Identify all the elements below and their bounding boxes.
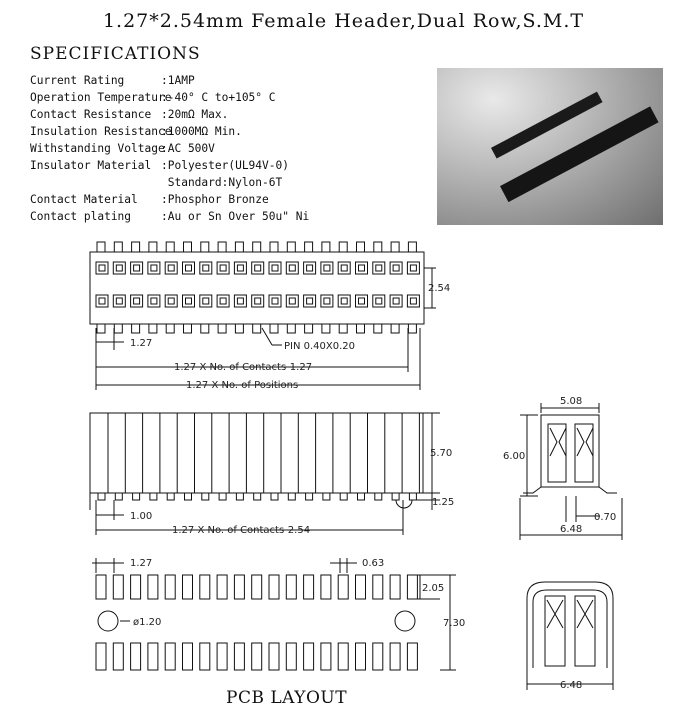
bottom-pin bbox=[201, 324, 209, 333]
pcb-pad bbox=[131, 575, 141, 599]
side-contacts-formula-label: 1.27 X No. of Contacts-2.54 bbox=[172, 525, 311, 536]
contact-square-inner bbox=[359, 298, 365, 304]
pcb-pad bbox=[234, 575, 244, 599]
pcb-pad bbox=[338, 575, 348, 599]
contact-square-inner bbox=[134, 298, 140, 304]
bottom-pin bbox=[391, 324, 399, 333]
pcb-pads-top-row bbox=[96, 575, 417, 599]
pcb-pad bbox=[269, 575, 279, 599]
pcb-pad bbox=[356, 643, 366, 670]
bottom-pin bbox=[166, 324, 174, 333]
pcb-hole-left bbox=[98, 611, 118, 631]
contact-square-inner bbox=[341, 265, 347, 271]
end-view-2-body bbox=[527, 582, 613, 668]
top-pin bbox=[305, 242, 313, 252]
contact-square-inner bbox=[255, 265, 261, 271]
bottom-pin bbox=[97, 324, 105, 333]
contact-square-inner bbox=[134, 265, 140, 271]
contact-square bbox=[165, 262, 177, 274]
pcb-pad bbox=[96, 575, 106, 599]
bottom-pin bbox=[357, 324, 365, 333]
top-pin bbox=[97, 242, 105, 252]
contact-square bbox=[304, 262, 316, 274]
pcb-pad-length-label: 2.05 bbox=[422, 583, 445, 594]
end-pin-label: 0.70 bbox=[594, 512, 617, 523]
contact-square-inner bbox=[359, 265, 365, 271]
pcb-pad bbox=[200, 643, 210, 670]
spec-row: Contact Resistance :20mΩ Max. bbox=[30, 108, 229, 121]
bottom-pin bbox=[287, 324, 295, 333]
side-tail bbox=[254, 493, 261, 500]
top-pin bbox=[357, 242, 365, 252]
top-height-label: 2.54 bbox=[428, 283, 451, 294]
contact-square-inner bbox=[376, 265, 382, 271]
pcb-pad bbox=[234, 643, 244, 670]
contact-square bbox=[356, 295, 368, 307]
bottom-pin bbox=[132, 324, 140, 333]
pcb-pad bbox=[373, 643, 383, 670]
top-pitch-label: 1.27 bbox=[130, 338, 153, 349]
contact-square bbox=[234, 295, 246, 307]
contact-square-inner bbox=[289, 265, 295, 271]
end-2-width-label: 6.48 bbox=[560, 680, 583, 691]
page-title: 1.27*2.54mm Female Header,Dual Row,S.M.T bbox=[102, 10, 585, 32]
pcb-hole-right bbox=[395, 611, 415, 631]
contact-square-inner bbox=[186, 265, 192, 271]
contact-square-inner bbox=[220, 298, 226, 304]
contact-square-inner bbox=[410, 265, 416, 271]
contact-square bbox=[234, 262, 246, 274]
positions-formula-label: 1.27 X No. of Positions bbox=[186, 380, 299, 391]
pcb-pad bbox=[217, 643, 227, 670]
pcb-pad bbox=[217, 575, 227, 599]
bottom-pin bbox=[305, 324, 313, 333]
pcb-pad bbox=[390, 575, 400, 599]
side-tail bbox=[306, 493, 313, 500]
contact-square bbox=[269, 295, 281, 307]
side-pitch-label: 1.00 bbox=[130, 511, 153, 522]
side-tail bbox=[98, 493, 105, 500]
side-tail bbox=[358, 493, 365, 500]
pcb-pad bbox=[113, 575, 123, 599]
contact-square-inner bbox=[168, 298, 174, 304]
top-pin bbox=[114, 242, 122, 252]
pcb-pad bbox=[165, 575, 175, 599]
contact-square-inner bbox=[393, 265, 399, 271]
side-tail bbox=[236, 493, 243, 500]
top-pin bbox=[166, 242, 174, 252]
contact-square bbox=[321, 295, 333, 307]
pcb-pad bbox=[356, 575, 366, 599]
contact-square bbox=[148, 295, 160, 307]
end-width-label: 6.48 bbox=[560, 524, 583, 535]
contact-square-inner bbox=[168, 265, 174, 271]
pcb-pad bbox=[321, 643, 331, 670]
side-tail bbox=[167, 493, 174, 500]
bottom-pin bbox=[253, 324, 261, 333]
spec-row: Insulation Resistance :1000MΩ Min. bbox=[30, 125, 242, 138]
pcb-pad bbox=[269, 643, 279, 670]
pcb-pad bbox=[321, 575, 331, 599]
spec-row: Withstanding Voltage :AC 500V bbox=[30, 142, 215, 155]
bottom-pin bbox=[374, 324, 382, 333]
contact-square-inner bbox=[116, 298, 122, 304]
spec-row: Contact plating :Au or Sn Over 50u" Ni bbox=[30, 210, 310, 223]
contact-square-inner bbox=[151, 265, 157, 271]
top-pin bbox=[132, 242, 140, 252]
bottom-pin bbox=[322, 324, 330, 333]
top-pin bbox=[235, 242, 243, 252]
bottom-pin bbox=[184, 324, 192, 333]
pcb-pad bbox=[373, 575, 383, 599]
contact-square bbox=[390, 295, 402, 307]
bottom-pin bbox=[339, 324, 347, 333]
side-view-body bbox=[90, 413, 423, 493]
pcb-pad bbox=[165, 643, 175, 670]
pcb-pad bbox=[252, 643, 262, 670]
contact-square-inner bbox=[324, 298, 330, 304]
pcb-pad bbox=[131, 643, 141, 670]
pcb-pad bbox=[252, 575, 262, 599]
pcb-pads-bottom-row bbox=[96, 643, 417, 670]
contact-square bbox=[131, 262, 143, 274]
contact-square-inner bbox=[116, 265, 122, 271]
pcb-pad bbox=[183, 575, 193, 599]
pcb-pad bbox=[200, 575, 210, 599]
pcb-pad bbox=[148, 643, 158, 670]
contact-square-inner bbox=[307, 298, 313, 304]
side-tail bbox=[150, 493, 157, 500]
contact-square bbox=[113, 295, 125, 307]
side-tail bbox=[271, 493, 278, 500]
end-top-width-label: 5.08 bbox=[560, 396, 583, 407]
pcb-pad bbox=[183, 643, 193, 670]
contact-square bbox=[338, 295, 350, 307]
contact-square bbox=[286, 262, 298, 274]
pcb-pad bbox=[96, 643, 106, 670]
pcb-pad bbox=[407, 643, 417, 670]
specifications-heading: SPECIFICATIONS bbox=[30, 44, 201, 64]
pcb-layout-label: PCB LAYOUT bbox=[226, 688, 348, 708]
side-tail bbox=[219, 493, 226, 500]
contact-square bbox=[217, 262, 229, 274]
side-tail bbox=[323, 493, 330, 500]
contact-square-inner bbox=[410, 298, 416, 304]
contact-square-inner bbox=[341, 298, 347, 304]
side-tail bbox=[409, 493, 416, 500]
contact-square-inner bbox=[255, 298, 261, 304]
side-tail bbox=[375, 493, 382, 500]
spec-row: Contact Material :Phosphor Bronze bbox=[30, 193, 269, 206]
contact-square bbox=[286, 295, 298, 307]
side-view-slots bbox=[98, 413, 419, 500]
top-pin bbox=[218, 242, 226, 252]
pcb-pad bbox=[286, 643, 296, 670]
bottom-pin bbox=[235, 324, 243, 333]
contact-square bbox=[373, 295, 385, 307]
contact-square bbox=[269, 262, 281, 274]
contact-square bbox=[304, 295, 316, 307]
contact-square bbox=[407, 262, 419, 274]
side-tail-label: 1.25 bbox=[432, 497, 455, 508]
side-tail bbox=[202, 493, 209, 500]
contact-square bbox=[131, 295, 143, 307]
spec-row: Insulator Material :Polyester(UL94V-0) bbox=[30, 159, 289, 172]
contact-square bbox=[113, 262, 125, 274]
contact-square bbox=[373, 262, 385, 274]
pcb-pad bbox=[407, 575, 417, 599]
contact-square-inner bbox=[151, 298, 157, 304]
pcb-pad bbox=[304, 575, 314, 599]
pcb-pitch-label: 1.27 bbox=[130, 558, 153, 569]
contact-square-inner bbox=[272, 265, 278, 271]
pcb-pad bbox=[113, 643, 123, 670]
contact-square-inner bbox=[220, 265, 226, 271]
contact-square bbox=[338, 262, 350, 274]
contact-square-inner bbox=[99, 265, 105, 271]
contact-square bbox=[165, 295, 177, 307]
side-tail bbox=[392, 493, 399, 500]
top-pin bbox=[253, 242, 261, 252]
contact-square bbox=[200, 262, 212, 274]
contact-square bbox=[407, 295, 419, 307]
contact-square-inner bbox=[99, 298, 105, 304]
top-pin bbox=[287, 242, 295, 252]
top-pin bbox=[201, 242, 209, 252]
top-pin bbox=[391, 242, 399, 252]
contact-square bbox=[356, 262, 368, 274]
contact-square bbox=[96, 262, 108, 274]
bottom-pin bbox=[408, 324, 416, 333]
spec-row: Standard:Nylon-6T bbox=[161, 176, 283, 189]
side-height-label: 5.70 bbox=[430, 448, 453, 459]
contact-square bbox=[321, 262, 333, 274]
pcb-pad bbox=[390, 643, 400, 670]
contact-square bbox=[200, 295, 212, 307]
top-pin bbox=[339, 242, 347, 252]
side-tail bbox=[288, 493, 295, 500]
contact-square-inner bbox=[237, 298, 243, 304]
contact-square bbox=[252, 262, 264, 274]
side-tail bbox=[340, 493, 347, 500]
contact-square-inner bbox=[393, 298, 399, 304]
contact-square-inner bbox=[324, 265, 330, 271]
top-view-contacts bbox=[96, 262, 419, 307]
contact-square bbox=[390, 262, 402, 274]
contact-square bbox=[252, 295, 264, 307]
side-tail bbox=[185, 493, 192, 500]
top-view-pins bbox=[97, 242, 416, 333]
top-pin bbox=[322, 242, 330, 252]
top-pin bbox=[184, 242, 192, 252]
bottom-pin bbox=[114, 324, 122, 333]
top-pin bbox=[270, 242, 278, 252]
contact-square-inner bbox=[186, 298, 192, 304]
pcb-pad bbox=[286, 575, 296, 599]
bottom-pin bbox=[149, 324, 157, 333]
pcb-height-label: 7.30 bbox=[443, 618, 466, 629]
contact-square-inner bbox=[203, 265, 209, 271]
spec-row: Operation Temperature :-40° C to+105° C bbox=[30, 91, 276, 104]
pcb-pad-width-label: 0.63 bbox=[362, 558, 385, 569]
contact-square-inner bbox=[272, 298, 278, 304]
bottom-pin bbox=[270, 324, 278, 333]
contact-square bbox=[217, 295, 229, 307]
pin-size-label: PIN 0.40X0.20 bbox=[284, 341, 356, 352]
contact-square-inner bbox=[203, 298, 209, 304]
contact-square-inner bbox=[307, 265, 313, 271]
contact-square bbox=[148, 262, 160, 274]
pcb-hole-label: ø1.20 bbox=[133, 617, 162, 628]
spec-row: Current Rating :1AMP bbox=[30, 74, 195, 87]
contact-square bbox=[183, 295, 195, 307]
contact-square-inner bbox=[376, 298, 382, 304]
contact-square bbox=[183, 262, 195, 274]
pcb-pad bbox=[148, 575, 158, 599]
pcb-pad bbox=[304, 643, 314, 670]
top-pin bbox=[408, 242, 416, 252]
pcb-pad bbox=[338, 643, 348, 670]
contact-square-inner bbox=[237, 265, 243, 271]
top-view-body bbox=[90, 252, 424, 324]
top-pin bbox=[149, 242, 157, 252]
end-height-label: 6.00 bbox=[503, 451, 526, 462]
contact-square bbox=[96, 295, 108, 307]
bottom-pin bbox=[218, 324, 226, 333]
contact-square-inner bbox=[289, 298, 295, 304]
side-tail bbox=[133, 493, 140, 500]
top-pin bbox=[374, 242, 382, 252]
side-tail bbox=[115, 493, 122, 500]
contacts-formula-label: 1.27 X No. of Contacts-1.27 bbox=[174, 362, 313, 373]
